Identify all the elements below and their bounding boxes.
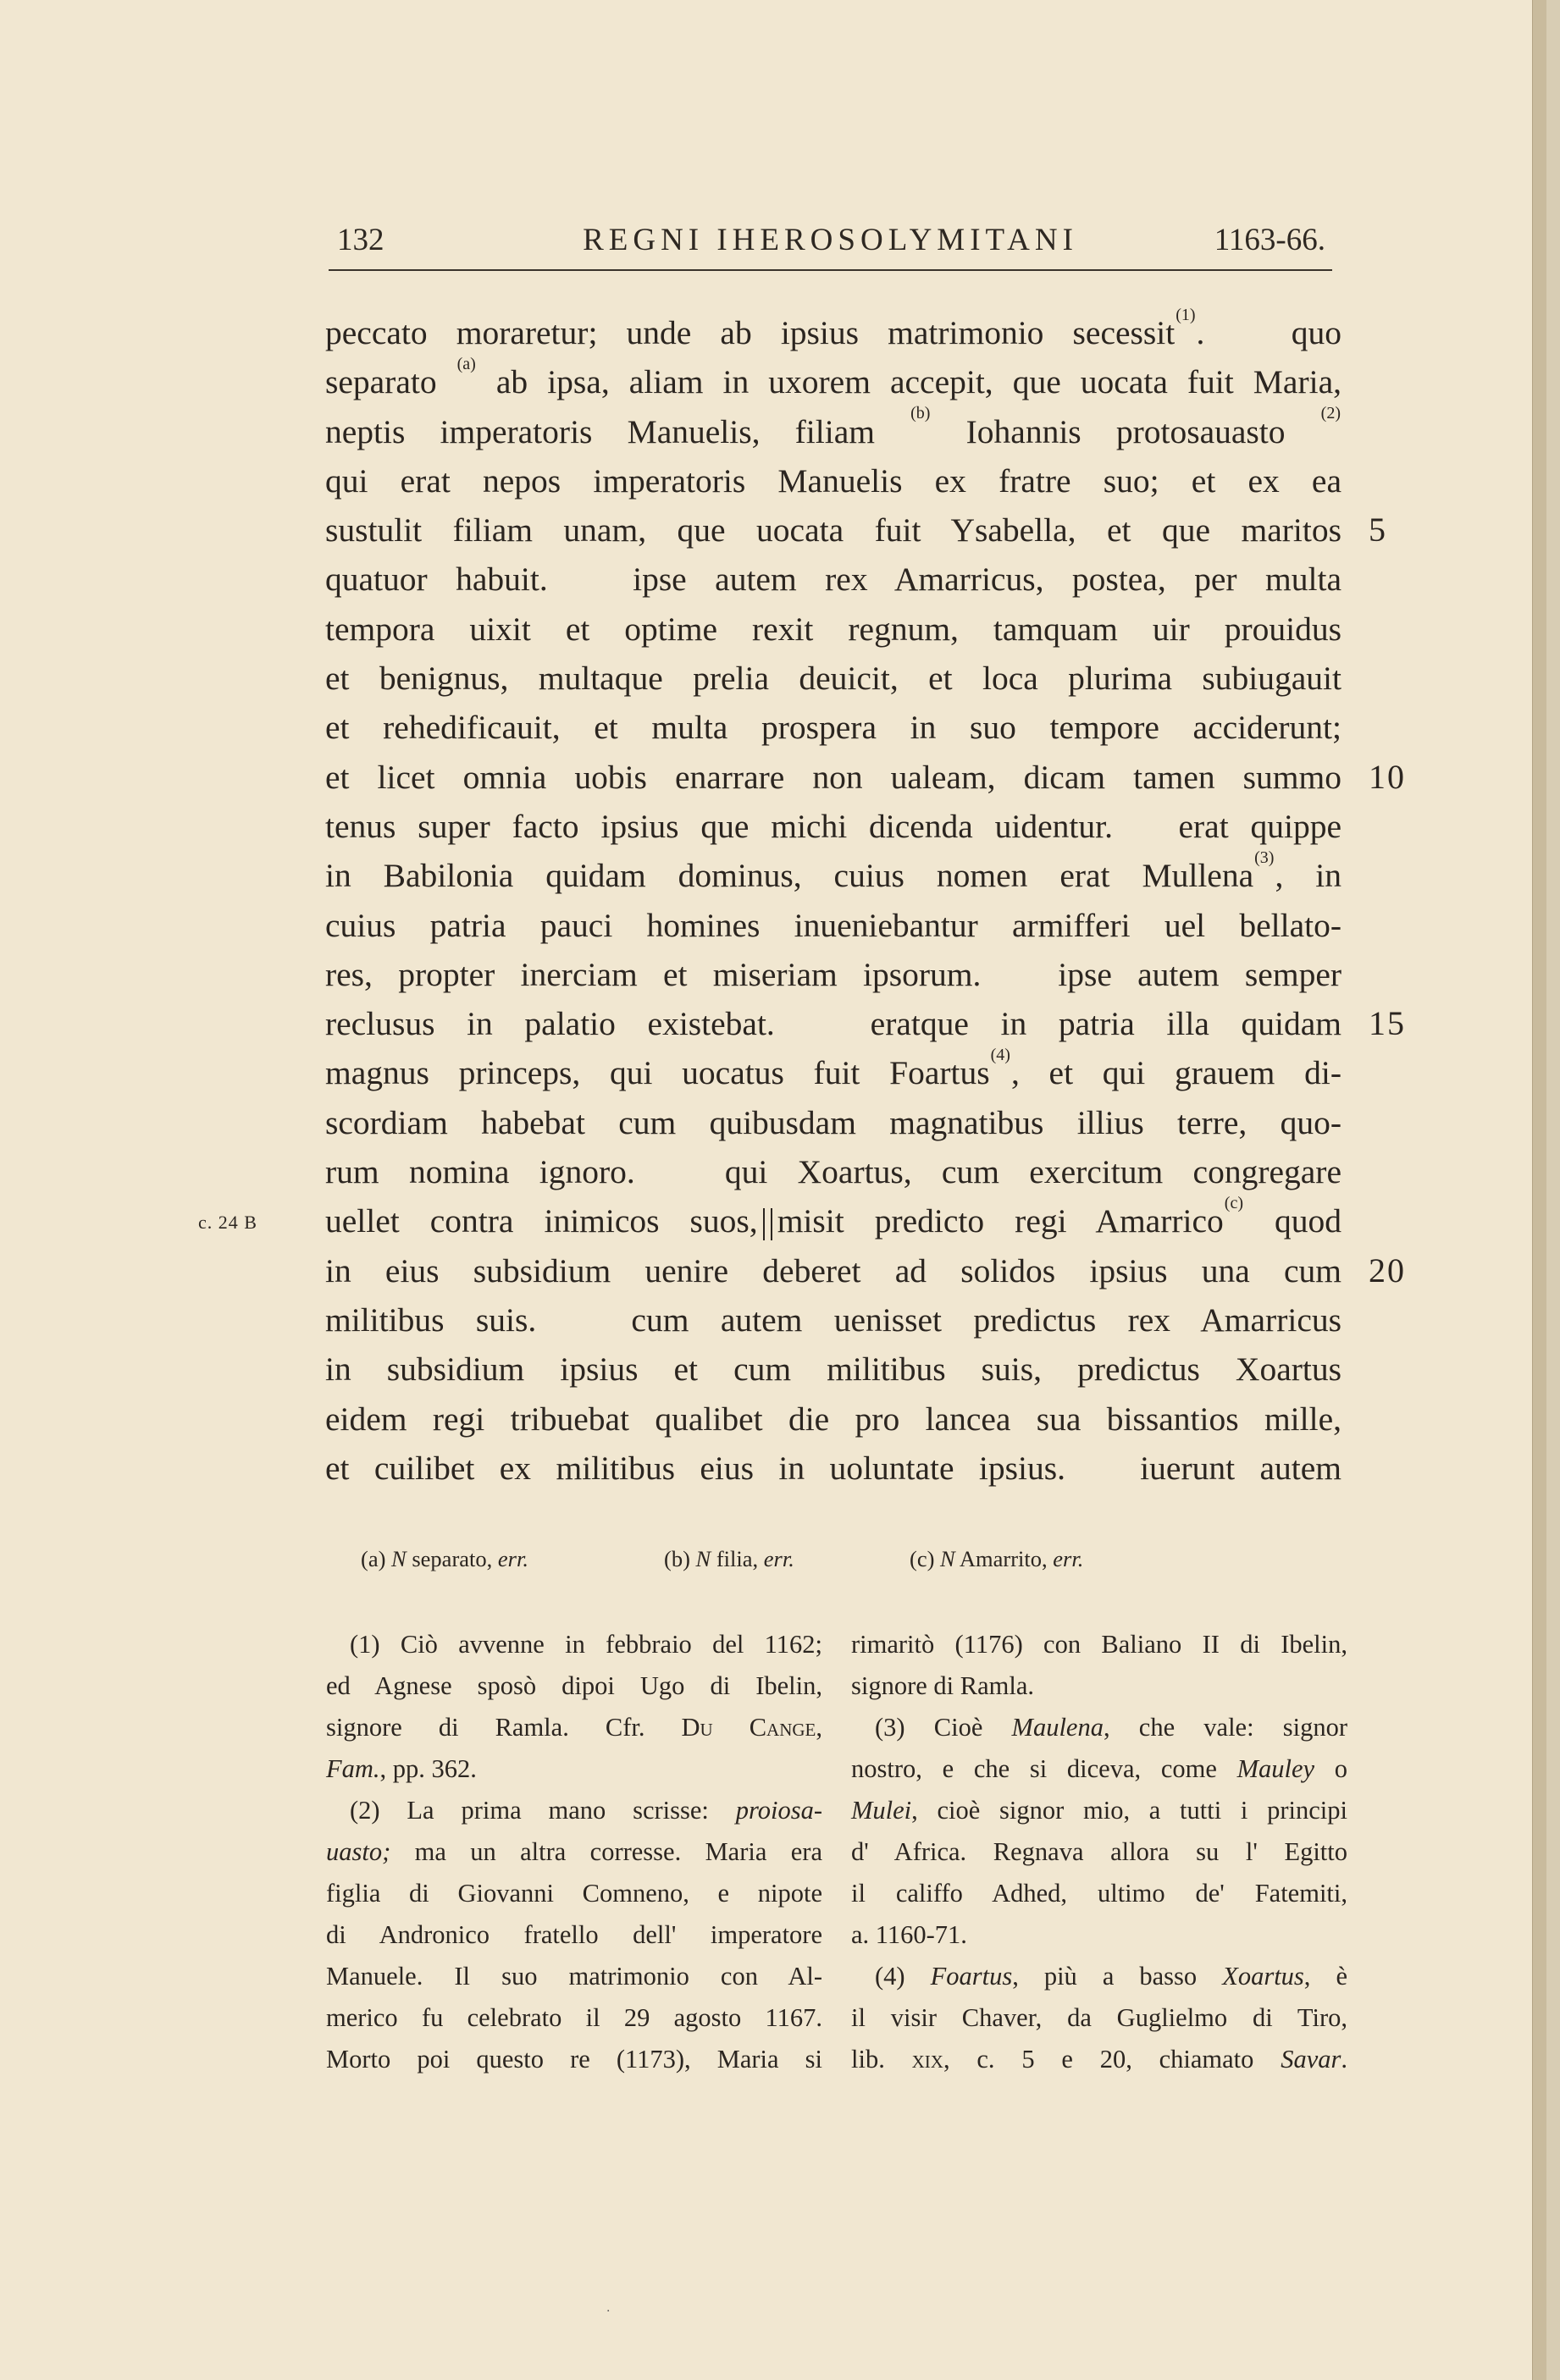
footnote-line: il califfo Adhed, ultimo de' Fatemiti, (851, 1879, 1347, 1908)
footnote-line: (1) Ciò avvenne in febbraio del 1162; (350, 1630, 822, 1659)
footnote-line: (4) Foartus, più a basso Xoartus, è (875, 1962, 1347, 1991)
footnote-line: lib. xix, c. 5 e 20, chiamato Savar. (851, 2045, 1348, 2074)
footnotes-left-column (326, 1624, 822, 2080)
text-line: rum nomina ignoro. qui Xoartus, cum exercitum congregare (325, 1153, 1341, 1191)
footnote-line: (3) Cioè Maulena, che vale: signor (875, 1713, 1347, 1742)
text-line: c. 24 B uellet contra inimicos suos, misit predicto regi Amarrico$^{(c)}$ quod (325, 1196, 1341, 1245)
critical-note-b: (b) N filia, err. (664, 1546, 794, 1571)
folio-break-mark (763, 1208, 772, 1240)
critical-apparatus (361, 1546, 1292, 1580)
running-title: REGNI IHEROSOLYMITANI (583, 223, 1078, 257)
text-line: et rehedificauit, et multa prospera in suo tempore acciderunt; (325, 709, 1341, 747)
text-line: in Babilonia quidam dominus, cuius nomen erat Mullena$^{(3)}$, in (325, 848, 1341, 895)
footnote-line: Manuele. Il suo matrimonio con Al- (326, 1962, 822, 1991)
footnote-line: signore di Ramla. (851, 1671, 1035, 1700)
text-line: res, propter inerciam et miseriam ipsorum. ipse autem semper (325, 955, 1341, 993)
line-number: 15 (1369, 1004, 1406, 1043)
text-line: scordiam habebat cum quibusdam magnatibus illius terre, quo- (325, 1103, 1341, 1141)
line-number: 10 (1369, 757, 1406, 796)
footnote-line: figlia di Giovanni Comneno, e nipote (326, 1879, 822, 1908)
margin-reference: c. 24 B (198, 1212, 257, 1234)
footnote-line: a. 1160-71. (851, 1920, 967, 1949)
running-header (329, 215, 1332, 271)
footnote-line: Fam., pp. 362. (326, 1754, 477, 1783)
text-line: et licet omnia uobis enarrare non ualeam, dicam tamen summo 10 (325, 753, 1341, 802)
text-line: qui erat nepos imperatoris Manuelis ex fratre suo; et ex ea (325, 461, 1341, 500)
text-line: magnus princeps, qui uocatus fuit Foartus$^{(4)}$, et qui grauem di- (325, 1046, 1341, 1092)
footnote-line: ed Agnese sposò dipoi Ugo di Ibelin, (326, 1671, 822, 1700)
text-line: peccato moraretur; unde ab ipsius matrimonio secessit$^{(1)}$. quo (325, 305, 1341, 351)
text-line: quatuor habuit. ipse autem rex Amarricus, postea, per multa (325, 560, 1341, 599)
footnote-line: uasto; ma un altra corresse. Maria era (326, 1837, 822, 1866)
main-text (198, 305, 1406, 1493)
text-line: tenus super facto ipsius que michi dicenda uidentur. erat quippe (325, 807, 1341, 845)
footnote-line: (2) La prima mano scrisse: proiosa- (350, 1796, 822, 1825)
year-range: 1163-66. (1214, 223, 1325, 257)
line-number: 20 (1369, 1251, 1406, 1289)
footnote-line: rimaritò (1176) con Baliano II di Ibelin, (851, 1630, 1347, 1659)
footnote-line: merico fu celebrato il 29 agosto 1167. (326, 2003, 822, 2032)
text-line: et benignus, multaque prelia deuicit, et loca plurima subiugauit (325, 660, 1341, 698)
text-line: in eius subsidium uenire deberet ad solidos ipsius una cum 20 (325, 1246, 1341, 1295)
page-number: 132 (337, 223, 384, 257)
critical-note-a: (a) N separato, err. (361, 1546, 528, 1571)
text-line: reclusus in palatio existebat. eratque in patria illa quidam 15 (325, 999, 1341, 1048)
page-speck: · (606, 2305, 611, 2318)
footnote-line: signore di Ramla. Cfr. Du Cange, (326, 1713, 822, 1742)
text-line: neptis imperatoris Manuelis, filiam $^{(b)}$ Iohannis protosauasto $^{(2)}$ (325, 404, 1341, 450)
footnote-line: d' Africa. Regnava allora su l' Egitto (851, 1837, 1347, 1866)
text-line: militibus suis. cum autem uenisset predictus rex Amarricus (325, 1300, 1341, 1339)
footnote-line: Mulei, cioè signor mio, a tutti i principi (851, 1796, 1347, 1825)
text-line: separato $^{(a)}$ ab ipsa, aliam in uxorem accepit, que uocata fuit Maria, (325, 355, 1341, 401)
critical-note-c: (c) N Amarrito, err. (910, 1546, 1084, 1571)
text-line: cuius patria pauci homines inueniebantur armifferi uel bellato- (325, 906, 1341, 944)
text-line: tempora uixit et optime rexit regnum, tamquam uir prouidus (325, 610, 1341, 648)
text-line: eidem regi tribuebat qualibet die pro lancea sua bissantios mille, (325, 1400, 1341, 1438)
footnote-line: il visir Chaver, da Guglielmo di Tiro, (851, 2003, 1347, 2032)
footnote-line: nostro, e che si diceva, come Mauley o (851, 1754, 1348, 1783)
text-line: in subsidium ipsius et cum militibus suis, predictus Xoartus (325, 1350, 1341, 1389)
line-number: 5 (1369, 511, 1387, 549)
footnote-line: Morto poi questo re (1173), Maria si (326, 2045, 822, 2074)
page-edge (1532, 0, 1546, 2380)
text-line: sustulit filiam unam, que uocata fuit Ysabella, et que maritos 5 (325, 505, 1341, 555)
footnote-line: di Andronico fratello dell' imperatore (326, 1920, 822, 1949)
text-line: et cuilibet ex militibus eius in uoluntate ipsius. iuerunt autem (325, 1449, 1341, 1487)
footnotes-right-column (851, 1624, 1347, 2080)
